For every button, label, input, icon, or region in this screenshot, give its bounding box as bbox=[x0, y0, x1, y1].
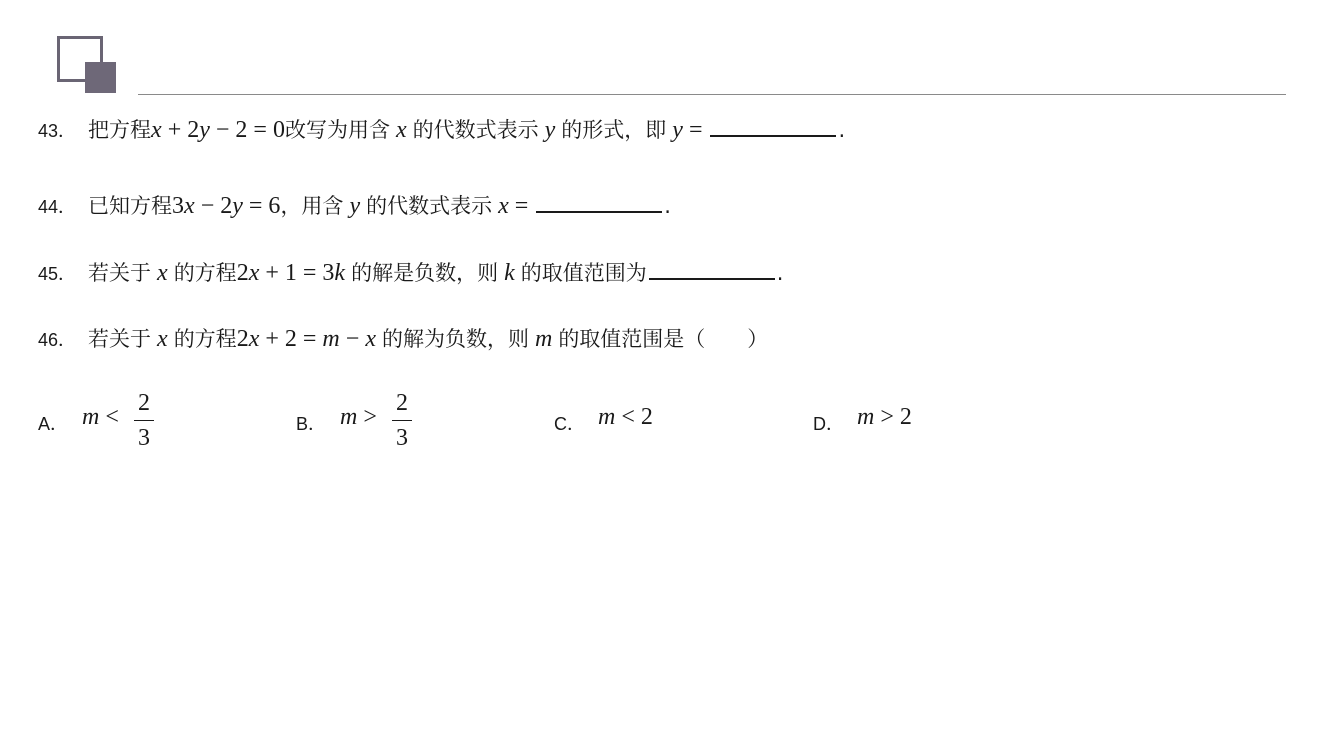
logo-icon bbox=[57, 36, 117, 94]
question-number: 43． bbox=[38, 121, 77, 141]
header-divider bbox=[138, 94, 1286, 95]
question-text: 把方程 bbox=[88, 118, 152, 142]
option-expression: m < 2 bbox=[598, 404, 653, 430]
question-45: 45． 若关于 x 的方程2x + 1 = 3k 的解是负数，则 k 的取值范围为 . bbox=[38, 260, 784, 286]
math-expression: 2x + 1 = 3k bbox=[236, 260, 346, 286]
question-text: 若关于 bbox=[88, 327, 152, 351]
option-letter: C． bbox=[554, 414, 585, 434]
math-expression: 3x − 2y = 6 bbox=[172, 193, 281, 219]
question-number: 45． bbox=[38, 264, 77, 284]
logo-filled-square bbox=[85, 62, 116, 93]
question-number: 44． bbox=[38, 197, 77, 217]
question-43: 43． 把方程x + 2y − 2 = 0改写为用含 x 的代数式表示 y 的形式，即 y = . bbox=[38, 117, 846, 143]
math-expression: x + 2y − 2 = 0 bbox=[151, 117, 285, 143]
answer-blank[interactable] bbox=[710, 115, 836, 137]
option-expression: m > bbox=[340, 404, 377, 430]
option-letter: D． bbox=[813, 414, 844, 434]
option-letter: B． bbox=[296, 414, 327, 434]
option-letter: A． bbox=[38, 414, 69, 434]
question-46: 46． 若关于 x 的方程2x + 2 = m − x 的解为负数，则 m 的取值范围是（ ） bbox=[38, 326, 769, 352]
answer-blank[interactable] bbox=[649, 258, 775, 280]
fraction: 2 3 bbox=[392, 388, 412, 453]
question-44: 44． 已知方程3x − 2y = 6，用含 y 的代数式表示 x = . bbox=[38, 193, 671, 219]
fraction: 2 3 bbox=[134, 388, 154, 453]
question-text: 已知方程 bbox=[88, 194, 173, 218]
option-expression: m < bbox=[82, 404, 119, 430]
answer-blank[interactable] bbox=[536, 191, 662, 213]
option-expression: m > 2 bbox=[857, 404, 912, 430]
question-text: 若关于 bbox=[88, 261, 152, 285]
question-number: 46． bbox=[38, 330, 77, 350]
math-expression: 2x + 2 = m − x bbox=[236, 326, 376, 352]
